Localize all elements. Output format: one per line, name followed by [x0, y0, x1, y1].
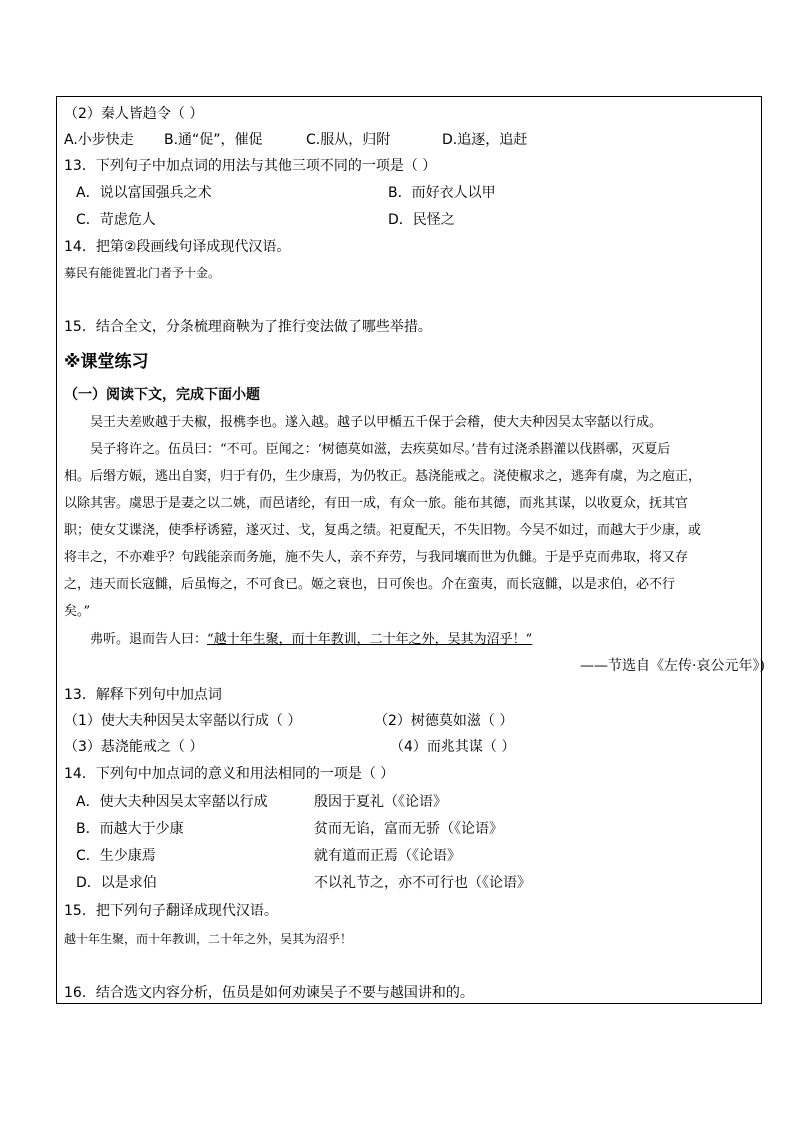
q14b-row-a-right: 殷因于夏礼（《论语》 [314, 794, 447, 810]
passage-source: ——节选自《左传·哀公元年》) [580, 658, 765, 674]
passage-p2-line6: 之，违天而长寇雠，后虽悔之，不可食已。姬之衰也，日可俟也。介在蛮夷，而长寇雠，以是求伯，必不行 [64, 577, 676, 592]
q12-2-option-b: B.通“促”，催促 [164, 132, 263, 148]
passage-p2-line2: 相。后缗方娠，逃出自窦，归于有仍，生少康焉，为仍牧正。惎浇能戒之。浇使椒求之，逃奔有虞，为之庖正， [64, 469, 702, 484]
passage-p1: 吴王夫差败越于夫椒，报槜李也。遂入越。越子以甲楯五千保于会稽，使大夫种因吴太宰嚭以行成。 [90, 415, 663, 430]
q14b-row-b-right: 贫而无谄，富而无骄（《论语》 [314, 821, 503, 837]
q12-2-stem: （2）秦人皆趋令（ ） [64, 106, 204, 122]
q13b-item4: （4）而兆其谋（ ） [390, 739, 516, 755]
q12-2-option-a: A.小步快走 [64, 132, 134, 148]
q15b-sentence: 越十年生聚，而十年教训，二十年之外，吴其为沼乎！ [64, 932, 353, 946]
q13b-item3: （3）惎浇能戒之（ ） [64, 739, 204, 755]
passage-p2-line7: 矣。” [64, 604, 91, 619]
q14b-row-c-right: 就有道而正焉（《论语》 [314, 848, 461, 864]
q14b-row-a-left: A．使大夫种因吴太宰嚭以行成 [76, 794, 268, 810]
q14b-row-c-left: C．生少康焉 [76, 848, 156, 864]
q15b-stem: 15．把下列句子翻译成现代汉语。 [64, 903, 278, 919]
passage-p3 [90, 631, 532, 649]
q13b-item1: （1）使大夫种因吴太宰嚭以行成（ ） [64, 713, 302, 729]
passage-p2-line1: 吴子将许之。伍员曰：“不可。臣闻之：‘树德莫如滋，去疾莫如尽。’昔有过浇杀斟灌以伐斟鄩，灭夏后 [90, 442, 671, 457]
q16-stem: 16．结合选文内容分析，伍员是如何劝谏吴子不要与越国讲和的。 [64, 985, 474, 1001]
passage-p2-line3: 以除其害。虞思于是妻之以二姚，而邑诸纶，有田一成，有众一旅。能布其德，而兆其谋，以收夏众，抚其官 [64, 496, 689, 511]
q12-2-option-d: D.追逐，追赶 [442, 132, 528, 148]
q13a-option-c: C．苛虑危人 [76, 212, 156, 228]
q14a-sentence: 募民有能徙置北门者予十金。 [64, 266, 221, 280]
q13a-option-d: D．民怪之 [388, 212, 455, 228]
q14a-stem: 14．把第②段画线句译成现代汉语。 [64, 239, 291, 255]
passage-p3-underlined: “越十年生聚，而十年教训，二十年之外，吴其为沼乎！” [207, 632, 533, 647]
q14b-row-d-right: 不以礼节之，亦不可行也（《论语》 [314, 875, 531, 891]
q14b-row-d-left: D．以是求伯 [76, 875, 157, 891]
q15a-stem: 15．结合全文，分条梳理商鞅为了推行变法做了哪些举措。 [64, 319, 432, 335]
q13a-option-b: B．而好衣人以甲 [388, 185, 496, 201]
passage-p2-line4: 职；使女艾谍浇，使季杼诱豷，遂灭过、戈，复禹之绩。祀夏配天，不失旧物。今吴不如过，而越大于少康，或 [64, 523, 702, 538]
section-subtitle: （一）阅读下文，完成下面小题 [64, 387, 260, 403]
q14b-stem: 14．下列句中加点词的意义和用法相同的一项是（ ） [64, 766, 395, 782]
q13b-stem: 13．解释下列句中加点词 [64, 687, 222, 703]
section-title: ※课堂练习 [64, 352, 149, 372]
q13a-option-a: A．说以富国强兵之术 [76, 185, 212, 201]
passage-p3-prefix: 弗听。退而告人曰： [90, 632, 208, 647]
q13a-stem: 13．下列句子中加点词的用法与其他三项不同的一项是（ ） [64, 158, 437, 174]
q14b-row-b-left: B．而越大于少康 [76, 821, 184, 837]
q13b-item2: （2）树德莫如滋（ ） [374, 713, 514, 729]
q12-2-option-c: C.服从，归附 [306, 132, 391, 148]
passage-p2-line5: 将丰之，不亦难乎？句践能亲而务施，施不失人，亲不弃劳，与我同壤而世为仇雠。于是乎克而弗取，将又存 [64, 550, 689, 565]
